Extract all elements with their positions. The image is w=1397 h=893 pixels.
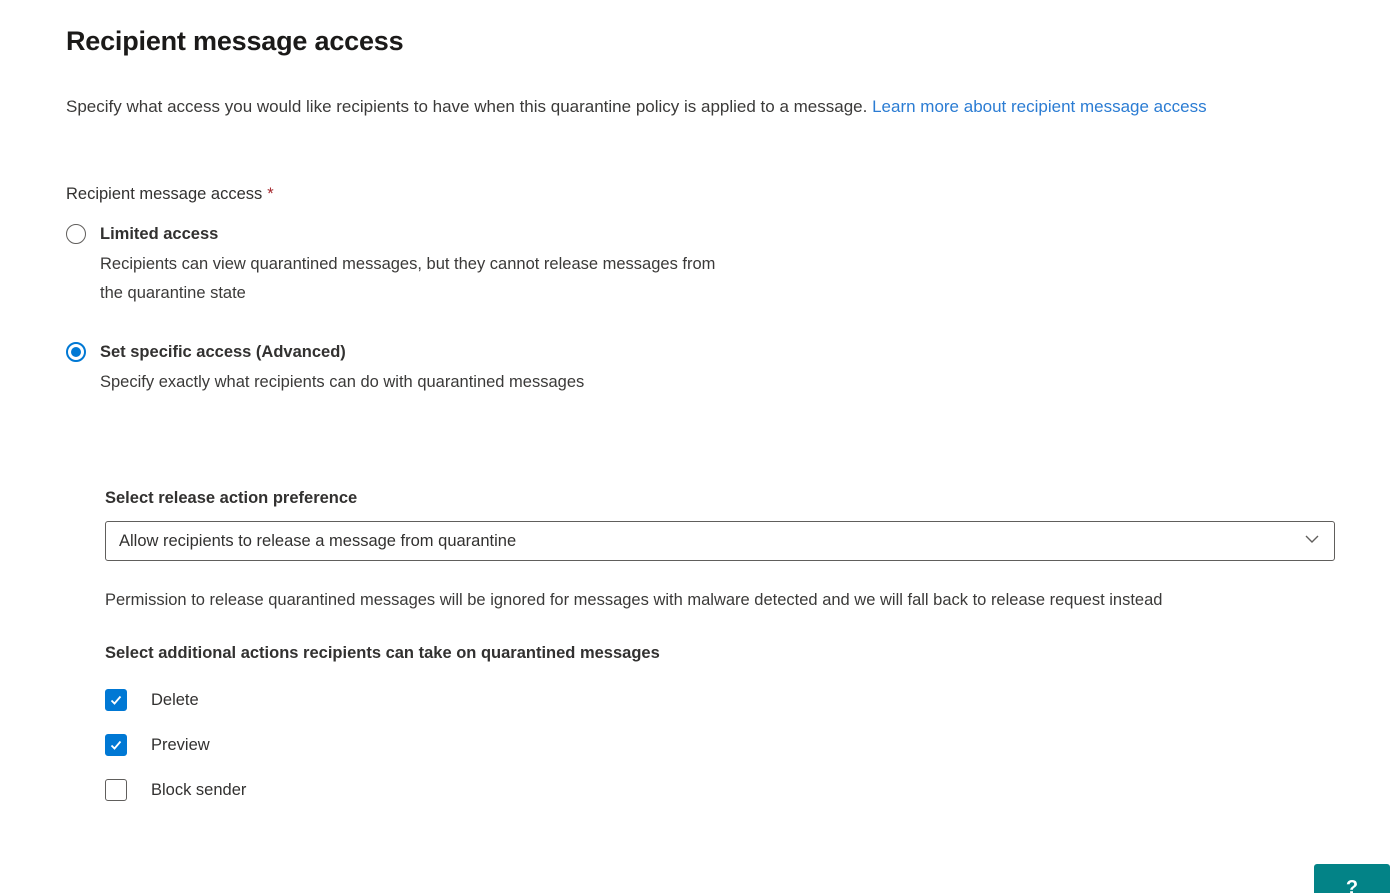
- radio-set-specific-access[interactable]: [66, 340, 1335, 397]
- radio-limited-access-label: Limited access: [100, 225, 219, 243]
- additional-actions-checkbox-group: [105, 689, 1335, 801]
- intro-text: Specify what access you would like recipients to have when this quarantine policy is applied to a message.: [66, 97, 868, 116]
- intro-paragraph: [66, 92, 1335, 121]
- radio-selected-icon: [66, 342, 86, 362]
- radio-set-specific-access-label: Set specific access (Advanced): [100, 343, 346, 361]
- access-field-label-text: Recipient message access: [66, 185, 263, 203]
- release-permission-note: Permission to release quarantined messages will be ignored for messages with malware detected and we will fall back to release request instead: [105, 591, 1163, 609]
- checkbox-block-sender[interactable]: [105, 779, 1335, 801]
- radio-unselected-icon: [66, 224, 86, 244]
- checkbox-checked-icon: [105, 734, 127, 756]
- help-button[interactable]: [1314, 864, 1390, 893]
- checkbox-block-sender-label: Block sender: [151, 780, 247, 799]
- checkbox-delete-label: Delete: [151, 690, 199, 709]
- advanced-access-section: [105, 489, 1335, 801]
- question-mark-icon: ?: [1345, 877, 1359, 893]
- required-asterisk: *: [267, 185, 274, 203]
- checkbox-preview-label: Preview: [151, 735, 210, 754]
- access-radio-group: [66, 222, 1335, 397]
- checkbox-checked-icon: [105, 689, 127, 711]
- checkbox-delete[interactable]: [105, 689, 1335, 711]
- page-title: Recipient message access: [66, 26, 404, 56]
- release-preference-dropdown[interactable]: [105, 521, 1335, 561]
- learn-more-link[interactable]: Learn more about recipient message access: [872, 97, 1207, 116]
- checkbox-preview[interactable]: [105, 734, 1335, 756]
- release-preference-selected-value: Allow recipients to release a message from quarantine: [119, 531, 517, 550]
- chevron-down-icon: [1304, 531, 1320, 552]
- release-preference-label: Select release action preference: [105, 489, 358, 507]
- additional-actions-label: Select additional actions recipients can take on quarantined messages: [105, 644, 660, 662]
- radio-limited-access-description: Recipients can view quarantined messages, but they cannot release messages from the quarantine state: [100, 255, 716, 302]
- access-field-label: [66, 185, 1335, 204]
- radio-limited-access[interactable]: [66, 222, 1335, 308]
- radio-set-specific-access-description: Specify exactly what recipients can do with quarantined messages: [100, 373, 585, 391]
- checkbox-unchecked-icon: [105, 779, 127, 801]
